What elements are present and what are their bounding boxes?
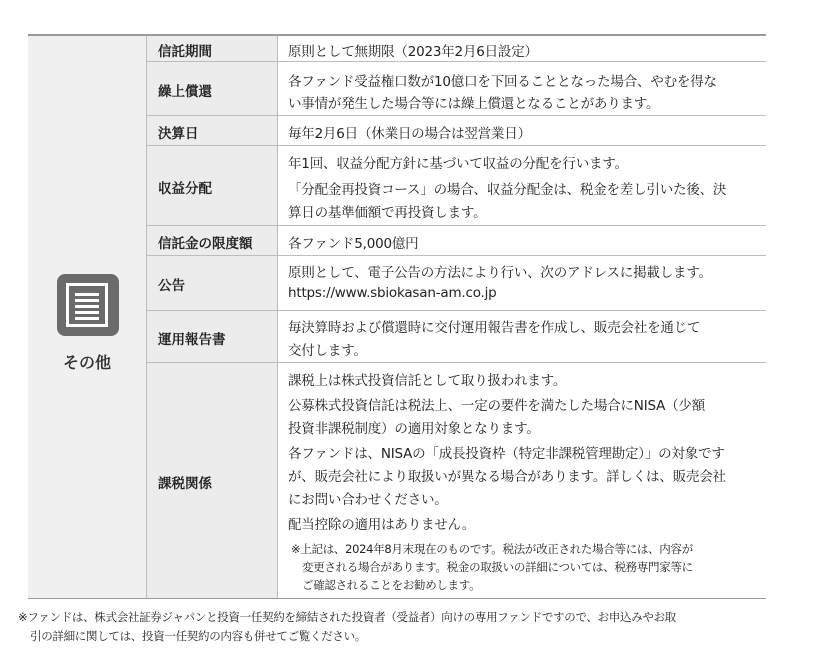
row-text: 算日の基準価額で再投資します。 <box>288 205 487 221</box>
row-label-closing-date: 決算日 <box>158 126 199 142</box>
row-text: 毎決算時および償還時に交付運用報告書を作成し、販売会社を通じて <box>288 320 701 336</box>
row-text: 原則として、電子公告の方法により行い、次のアドレスに掲載します。 <box>288 265 712 281</box>
row-text: 各ファンドは、NISAの「成長投資枠（特定非課税管理勘定）」の対象です <box>288 446 725 462</box>
label-column-bg <box>147 36 277 598</box>
row-divider <box>147 310 766 311</box>
row-label-trust-limit: 信託金の限度額 <box>158 236 253 252</box>
row-text: 原則として無期限（2023年2月6日設定） <box>288 44 538 60</box>
row-text: 交付します。 <box>288 343 367 359</box>
url-text: https://www.sbiokasan-am.co.jp <box>288 285 497 301</box>
row-text: 公募株式投資信託は税法上、一定の要件を満たした場合にNISA（少額 <box>288 398 706 414</box>
row-label-early-redemption: 繰上償還 <box>158 84 212 100</box>
row-divider <box>147 255 766 256</box>
row-label-trust-period: 信託期間 <box>158 44 212 60</box>
table-bottom-border <box>28 598 766 599</box>
row-divider <box>147 145 766 146</box>
row-text: 配当控除の適用はありません。 <box>288 517 476 533</box>
row-text: 年1回、収益分配方針に基づいて収益の分配を行います。 <box>288 156 628 172</box>
row-divider <box>147 362 766 363</box>
section-title: その他 <box>62 353 111 372</box>
tax-note: 変更される場合があります。税金の取扱いの詳細については、税務専門家等に <box>302 560 693 574</box>
row-text: 「分配金再投資コース」の場合、収益分配金は、税金を差し引いた後、決 <box>288 182 727 198</box>
row-divider <box>147 115 766 116</box>
row-divider <box>147 61 766 62</box>
row-label-distribution: 収益分配 <box>158 181 212 197</box>
divider-v1 <box>146 36 147 598</box>
row-divider <box>147 225 766 226</box>
row-label-management-report: 運用報告書 <box>158 332 226 348</box>
row-text: が、販売会社により取扱いが異なる場合があります。詳しくは、販売会社 <box>288 469 726 485</box>
row-label-taxation: 課税関係 <box>158 476 212 492</box>
footnote: ※ファンドは、株式会社証券ジャパンと投資一任契約を締結された投資者（受益者）向けの専用ファンドですので、お申込みやお取 <box>18 610 677 624</box>
tax-note: ※上記は、2024年8月末現在のものです。税法が改正された場合等には、内容が <box>291 542 693 556</box>
table-top-border <box>28 34 766 36</box>
row-text: い事情が発生した場合等には繰上償還となることがあります。 <box>288 96 660 112</box>
row-text: 各ファンド5,000億円 <box>288 236 419 252</box>
document-icon <box>57 274 119 336</box>
row-label-public-notice: 公告 <box>158 278 185 294</box>
row-text: にお問い合わせください。 <box>288 492 448 508</box>
row-text: 各ファンド受益権口数が10億口を下回ることとなった場合、やむを得な <box>288 74 717 90</box>
row-text: 課税上は株式投資信託として取り扱われます。 <box>288 373 567 389</box>
row-text: 毎年2月6日（休業日の場合は翌営業日） <box>288 126 531 142</box>
tax-note: ご確認されることをお勧めします。 <box>302 578 481 592</box>
divider-v2 <box>277 36 278 598</box>
row-text: 投資非課税制度）の適用対象となります。 <box>288 421 540 437</box>
footnote: 引の詳細に関しては、投資一任契約の内容も併せてご覧ください。 <box>30 629 366 643</box>
